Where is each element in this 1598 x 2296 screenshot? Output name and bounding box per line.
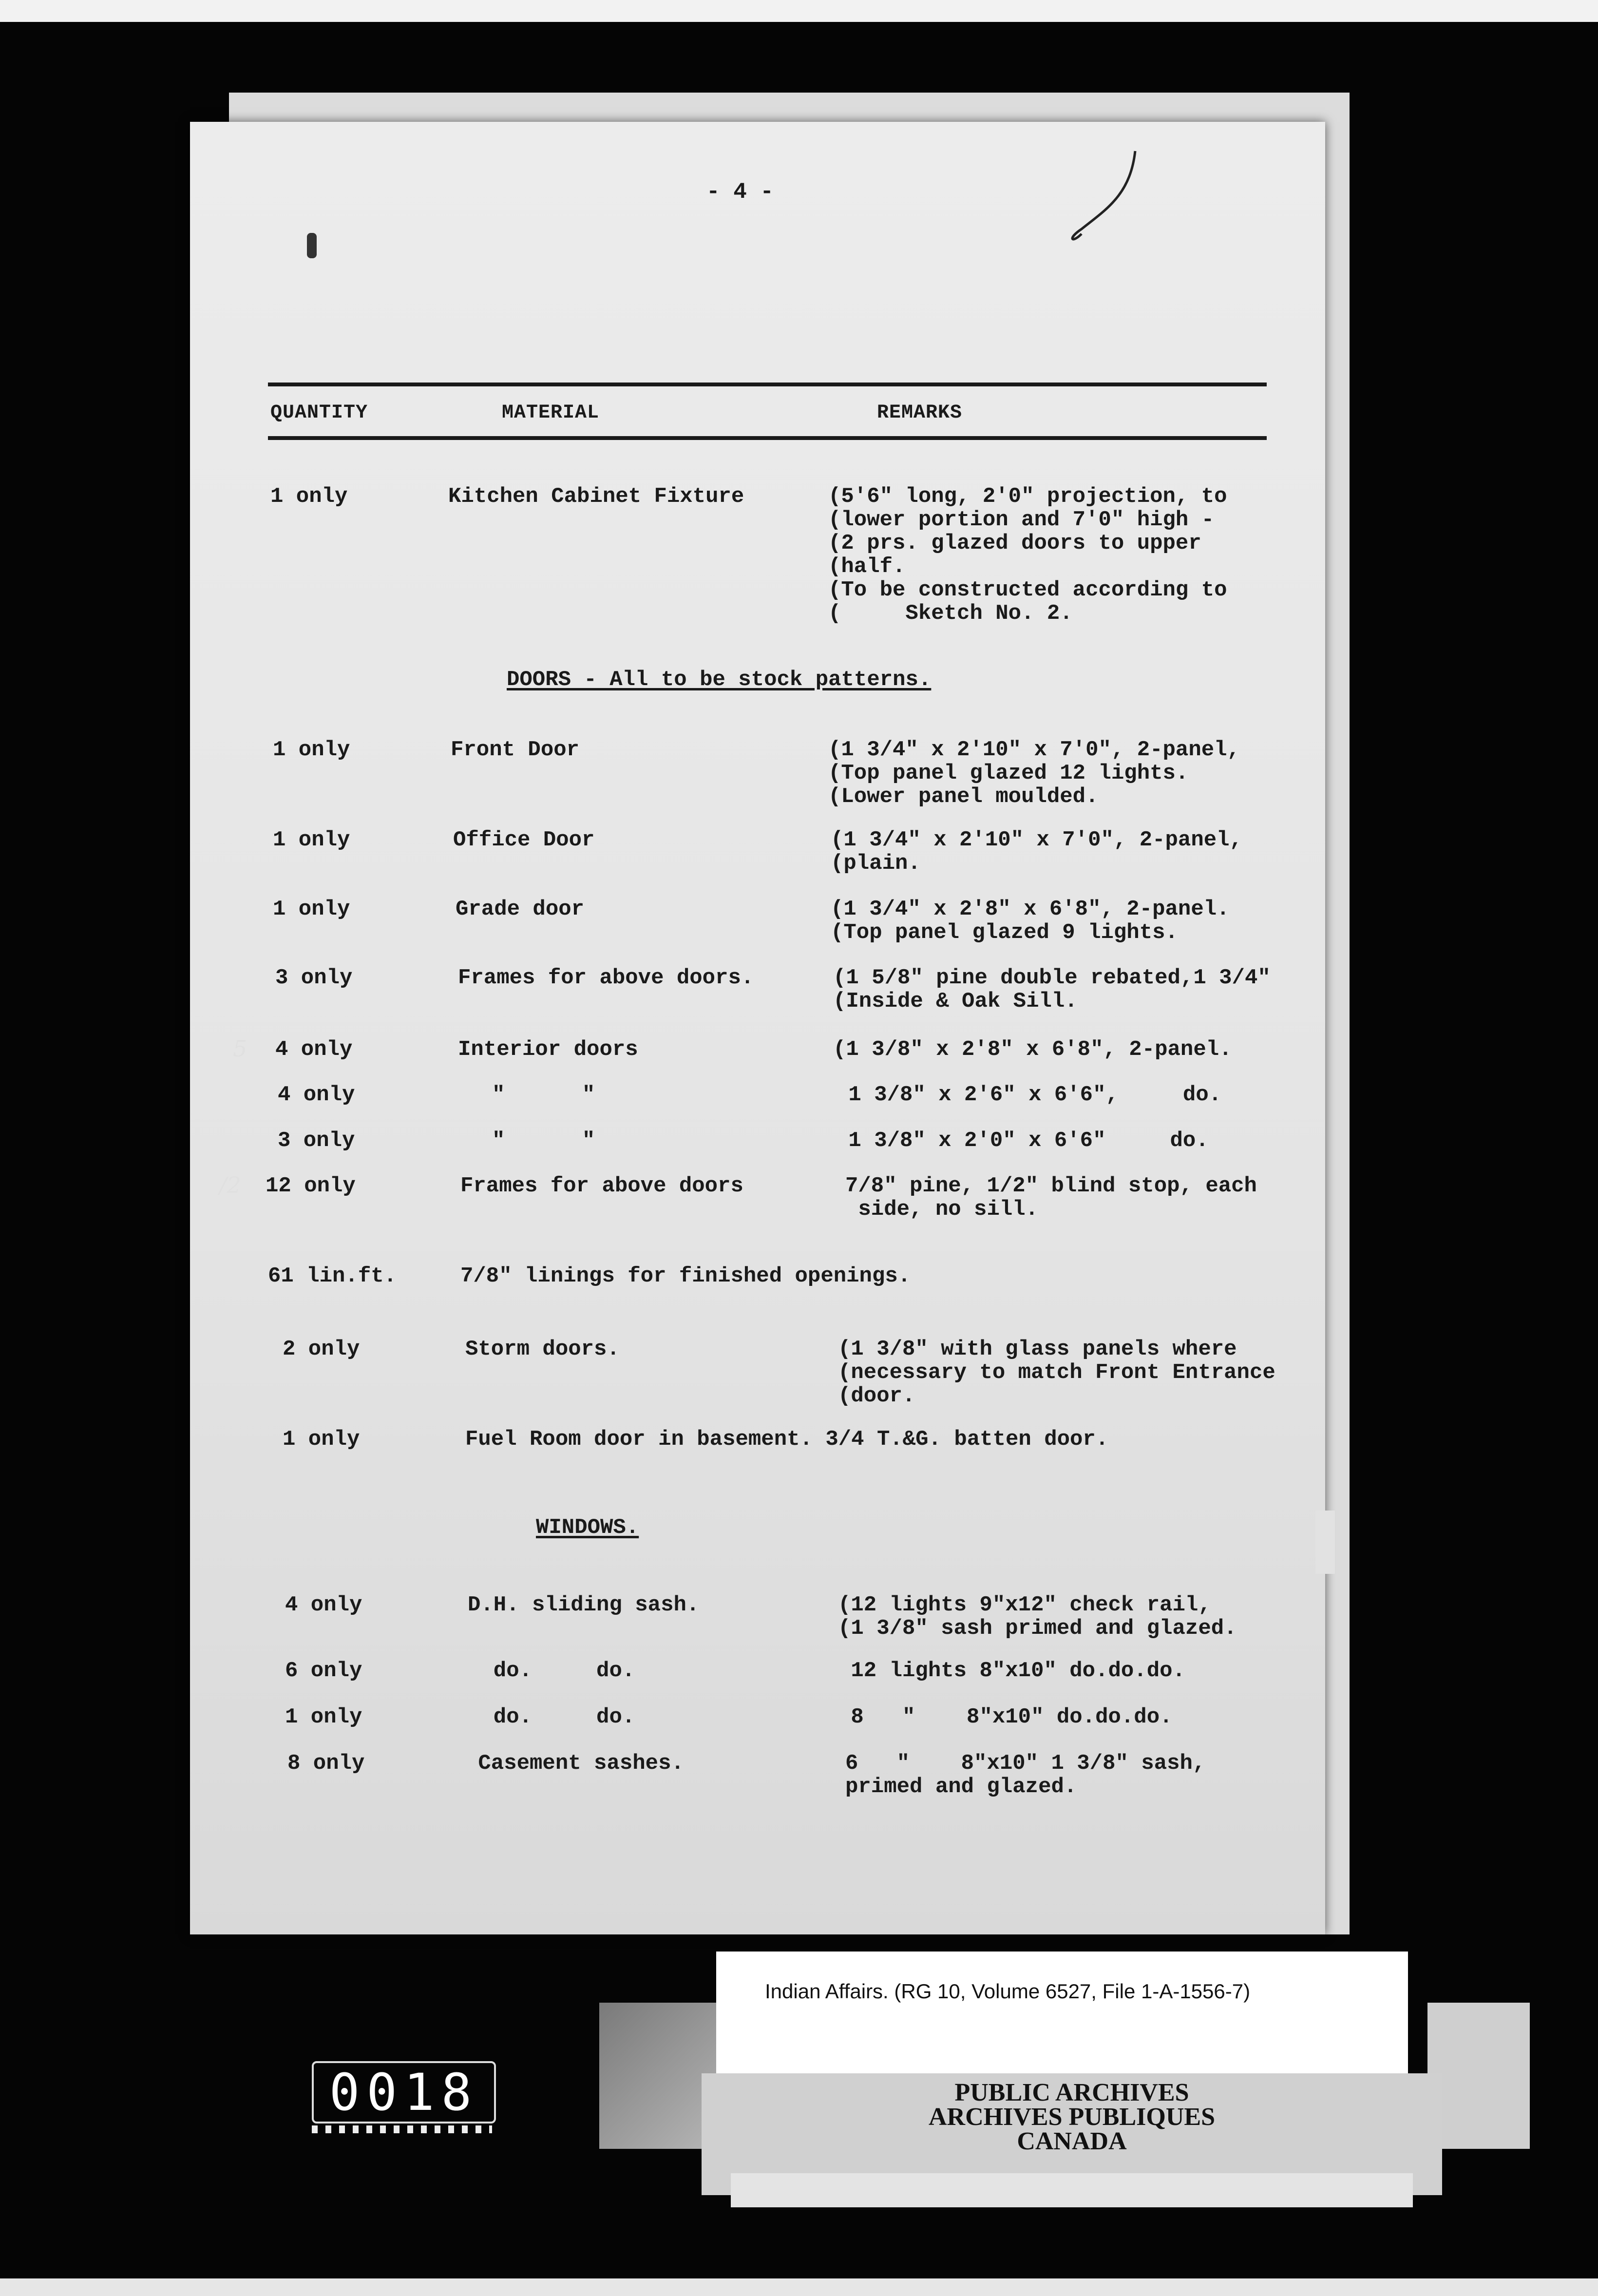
window-qty: 1 only [285,1705,362,1729]
window-qty: 4 only [285,1593,362,1617]
door-material: " " [492,1129,595,1153]
window-remarks: 8 " 8"x10" do.do.do. [838,1705,1173,1729]
door-remarks: (1 3/4" x 2'8" x 6'8", 2-panel. (Top panel glazed 9 lights. [831,897,1230,945]
door-qty: 4 only [278,1083,355,1107]
door-material: 7/8" linings for finished openings. [460,1264,911,1288]
window-material: Casement sashes. [465,1751,684,1776]
archive-stamp-base [731,2173,1413,2207]
door-material: Storm doors. [465,1337,620,1361]
row-remarks: (5'6" long, 2'0" projection, to (lower portion and 7'0" high - (2 prs. glazed doors to upper (half. (To be constructed according to ( Sketch No. 2. [828,484,1227,626]
margin-note: 5 [233,1035,247,1062]
doors-section-title: DOORS - All to be stock patterns. [507,668,932,692]
window-material: do. do. [468,1705,635,1729]
page-tab [1315,1511,1335,1574]
header-rule-top [268,383,1267,386]
door-qty: 1 only [273,828,350,852]
window-material: do. do. [468,1659,635,1683]
door-remarks: (1 3/4" x 2'10" x 7'0", 2-panel, (Top panel glazed 12 lights. (Lower panel moulded. [828,738,1240,809]
document-page [190,122,1325,1934]
window-qty: 8 only [287,1751,365,1776]
header-quantity: QUANTITY [270,402,368,424]
archive-reference-card [716,1952,1408,2088]
film-border-top [0,0,1598,22]
archive-reference: Indian Affairs. (RG 10, Volume 6527, File 1-A-1556-7) [765,1980,1251,2003]
door-material: Frames for above doors [460,1174,743,1198]
frame-ticks [312,2125,492,2133]
door-material: " " [492,1083,595,1107]
stamp-line: PUBLIC ARCHIVES [954,2079,1189,2106]
frame-number: 0018 [312,2061,496,2124]
door-qty: 2 only [283,1337,360,1361]
margin-note: /2 [219,1172,241,1198]
stamp-line: CANADA [1017,2127,1127,2155]
door-qty: 3 only [275,966,353,990]
label-shadow [599,2003,716,2149]
film-border-bottom [0,2278,1598,2296]
door-remarks: (1 3/4" x 2'10" x 7'0", 2-panel, (plain. [831,828,1242,876]
door-remarks: 1 3/8" x 2'6" x 6'6", do. [836,1083,1222,1107]
row-qty: 1 only [270,484,348,509]
pen-mark [190,122,1325,365]
windows-section-title: WINDOWS. [536,1515,639,1540]
stamp-line: ARCHIVES PUBLIQUES [928,2103,1216,2131]
door-remarks: (1 3/8" with glass panels where (necessary to match Front Entrance (door. [838,1337,1275,1408]
door-material: Frames for above doors. [458,966,754,990]
door-remarks: 1 3/8" x 2'0" x 6'6" do. [836,1129,1209,1153]
door-material: Grade door [456,897,585,921]
window-remarks: 6 " 8"x10" 1 3/8" sash, primed and glazed. [845,1751,1206,1799]
door-material: Front Door [451,738,580,762]
row-material: Kitchen Cabinet Fixture [448,484,744,509]
door-qty: 3 only [278,1129,355,1153]
door-qty: 1 only [283,1427,360,1452]
door-remarks: (1 3/8" x 2'8" x 6'8", 2-panel. [833,1037,1232,1062]
header-remarks: REMARKS [877,402,963,424]
door-qty: 61 lin.ft. [268,1264,397,1288]
archive-stamp [702,2081,1442,2154]
page-number: - 4 - [706,179,774,205]
window-material: D.H. sliding sash. [468,1593,700,1617]
door-qty: 12 only [266,1174,356,1198]
window-remarks: (12 lights 9"x12" check rail, (1 3/8" sash primed and glazed. [838,1593,1237,1641]
window-qty: 6 only [285,1659,362,1683]
door-material: Office Door [453,828,595,852]
door-material: Interior doors [458,1037,638,1062]
header-rule-bottom [268,436,1267,440]
door-remarks: (1 5/8" pine double rebated,1 3/4" (Inside & Oak Sill. [833,966,1271,1014]
door-qty: 4 only [275,1037,353,1062]
door-remarks: 7/8" pine, 1/2" blind stop, each side, no sill. [845,1174,1257,1222]
label-edge [1427,2003,1530,2149]
door-qty: 1 only [273,897,350,921]
header-material: MATERIAL [502,402,600,424]
door-material: Fuel Room door in basement. 3/4 T.&G. batten door. [465,1427,1109,1452]
window-remarks: 12 lights 8"x10" do.do.do. [838,1659,1185,1683]
door-qty: 1 only [273,738,350,762]
